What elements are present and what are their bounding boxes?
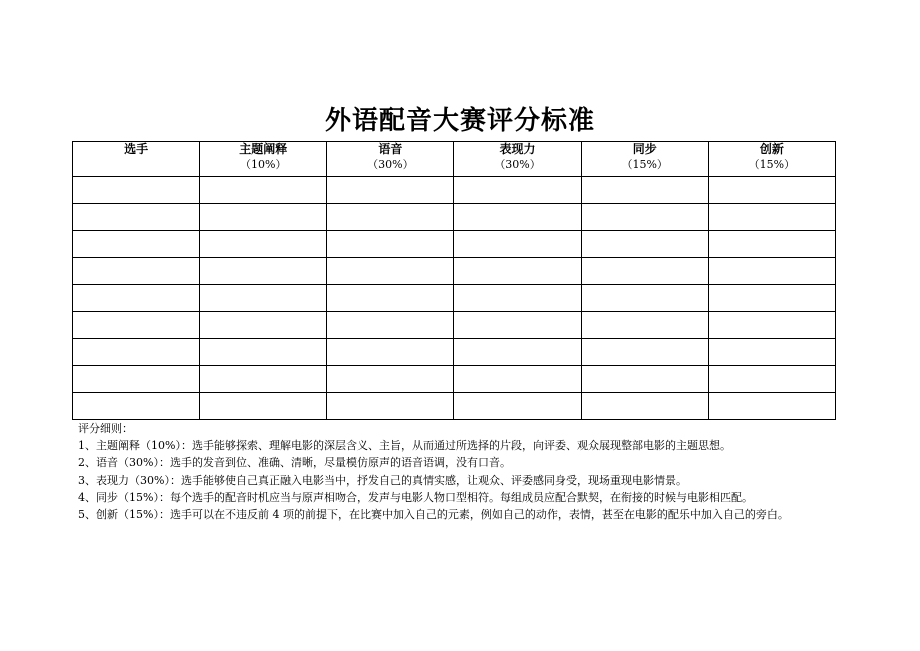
table-cell bbox=[581, 231, 708, 258]
header-label: 主题阐释 bbox=[239, 142, 288, 156]
table-cell bbox=[200, 366, 327, 393]
header-pronunciation bbox=[327, 142, 454, 177]
table-cell bbox=[200, 393, 327, 420]
table-cell bbox=[73, 231, 200, 258]
table-cell bbox=[581, 312, 708, 339]
table-cell bbox=[73, 177, 200, 204]
table-header-row bbox=[73, 142, 836, 177]
detail-item: 4、同步（15%）：每个选手的配音时机应当与原声相吻合，发声与电影人物口型相符。每组成员应配合默契，在衔接的时候与电影相匹配。 bbox=[78, 490, 753, 504]
table-cell bbox=[327, 312, 454, 339]
header-label: 表现力 bbox=[499, 142, 536, 156]
header-expressiveness bbox=[454, 142, 581, 177]
table-cell bbox=[327, 231, 454, 258]
table-cell bbox=[454, 204, 581, 231]
table-cell bbox=[581, 204, 708, 231]
table-cell bbox=[581, 366, 708, 393]
header-weight: （15%） bbox=[621, 158, 668, 171]
table-cell bbox=[581, 258, 708, 285]
details-heading: 评分细则： bbox=[78, 422, 133, 435]
table-cell bbox=[581, 177, 708, 204]
table-cell bbox=[581, 285, 708, 312]
table-cell bbox=[454, 393, 581, 420]
table-cell bbox=[708, 393, 835, 420]
header-label: 选手 bbox=[124, 142, 149, 156]
table-cell bbox=[454, 177, 581, 204]
table-row bbox=[73, 231, 836, 258]
scoring-table bbox=[72, 141, 836, 420]
table-row bbox=[73, 285, 836, 312]
header-innovation bbox=[708, 142, 835, 177]
table-cell bbox=[73, 285, 200, 312]
table-cell bbox=[708, 204, 835, 231]
header-label: 创新 bbox=[759, 142, 784, 156]
table-cell bbox=[708, 177, 835, 204]
header-weight: （15%） bbox=[748, 158, 796, 171]
table-cell bbox=[454, 231, 581, 258]
table-cell bbox=[200, 339, 327, 366]
table-cell bbox=[454, 339, 581, 366]
table-cell bbox=[200, 258, 327, 285]
table-cell bbox=[73, 366, 200, 393]
header-sync bbox=[581, 142, 708, 177]
table-cell bbox=[708, 231, 835, 258]
table-cell bbox=[454, 312, 581, 339]
table-cell bbox=[454, 258, 581, 285]
table-cell bbox=[581, 393, 708, 420]
table-cell bbox=[73, 312, 200, 339]
table-row bbox=[73, 177, 836, 204]
scoring-details bbox=[78, 420, 789, 523]
table-cell bbox=[708, 285, 835, 312]
table-cell bbox=[200, 204, 327, 231]
table-cell bbox=[73, 339, 200, 366]
header-weight: （30%） bbox=[494, 158, 541, 171]
table-cell bbox=[327, 204, 454, 231]
table-cell bbox=[454, 285, 581, 312]
table-cell bbox=[708, 339, 835, 366]
table-body bbox=[73, 177, 836, 420]
header-contestant bbox=[73, 142, 200, 177]
table-row bbox=[73, 204, 836, 231]
header-label: 语音 bbox=[378, 142, 403, 156]
table-row bbox=[73, 258, 836, 285]
header-label: 同步 bbox=[632, 142, 657, 156]
table-cell bbox=[73, 393, 200, 420]
table-cell bbox=[327, 258, 454, 285]
detail-item: 1、主题阐释（10%）：选手能够探索、理解电影的深层含义、主旨，从而通过所选择的片段，向评委、观众展现整部电影的主题思想。 bbox=[78, 439, 731, 453]
document-title: 外语配音大赛评分标准 bbox=[324, 106, 595, 136]
table-cell bbox=[708, 258, 835, 285]
table-cell bbox=[708, 312, 835, 339]
table-cell bbox=[454, 366, 581, 393]
table-cell bbox=[327, 177, 454, 204]
table-cell bbox=[327, 285, 454, 312]
table-cell bbox=[200, 285, 327, 312]
table-cell bbox=[327, 393, 454, 420]
header-weight: （10%） bbox=[240, 158, 287, 171]
table-cell bbox=[73, 258, 200, 285]
table-row bbox=[73, 366, 836, 393]
table-cell bbox=[708, 366, 835, 393]
header-weight: （30%） bbox=[367, 158, 414, 171]
table-cell bbox=[200, 177, 327, 204]
table-cell bbox=[200, 312, 327, 339]
detail-item: 2、语音（30%）：选手的发音到位、准确、清晰，尽量模仿原声的语音语调，没有口音。 bbox=[78, 456, 511, 470]
table-cell bbox=[327, 366, 454, 393]
table-cell bbox=[581, 339, 708, 366]
table-cell bbox=[200, 231, 327, 258]
table-cell bbox=[327, 339, 454, 366]
detail-item: 3、表现力（30%）：选手能够使自己真正融入电影当中，抒发自己的真情实感，让观众、评委感同身受，现场重现电影情景。 bbox=[78, 473, 687, 487]
table-cell bbox=[73, 204, 200, 231]
table-row bbox=[73, 393, 836, 420]
header-theme bbox=[200, 142, 327, 177]
table-row bbox=[73, 312, 836, 339]
detail-item: 5、创新（15%）：选手可以在不违反前 4 项的前提下，在比赛中加入自己的元素，例如自己的动作，表情，甚至在电影的配乐中加入自己的旁白。 bbox=[78, 508, 789, 522]
table-row bbox=[73, 339, 836, 366]
